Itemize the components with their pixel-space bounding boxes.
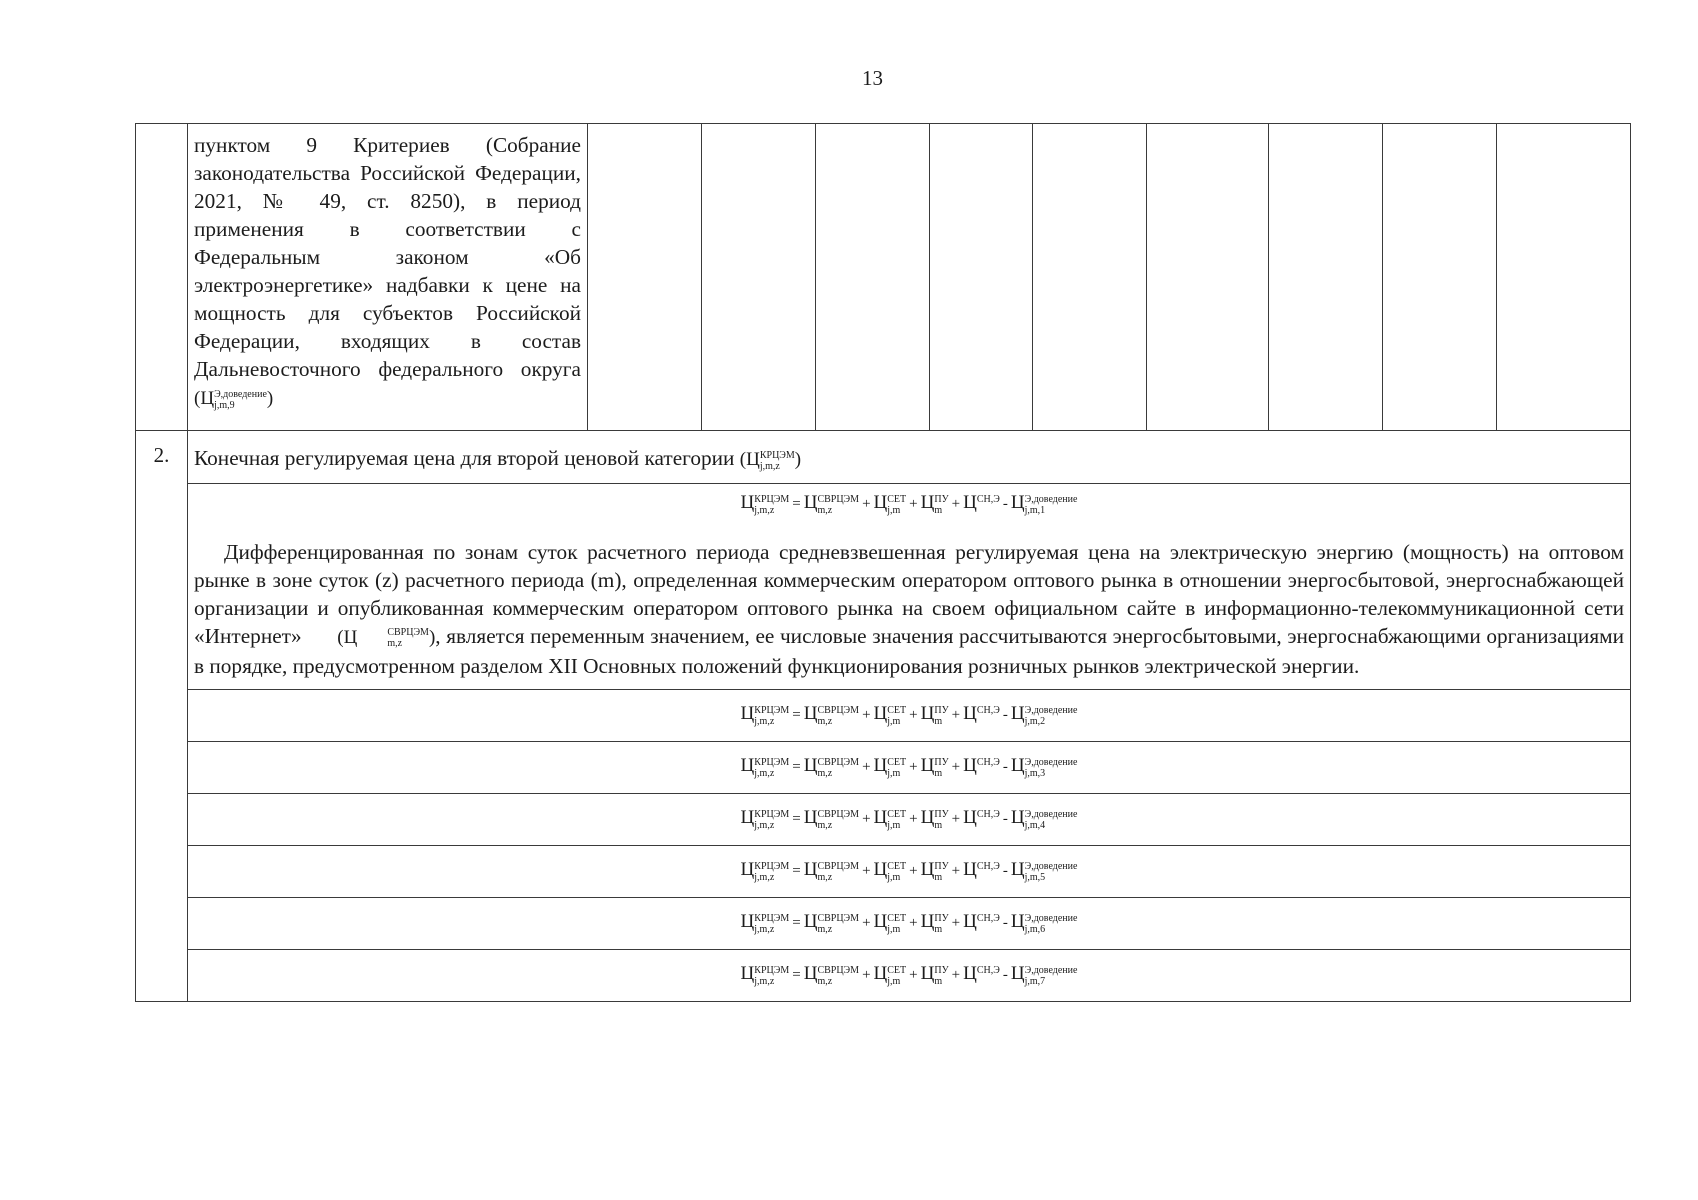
formula-term: Ц СЕТ j,m — [873, 911, 907, 935]
formula-term: Ц СН,Э — [963, 963, 1000, 985]
formula-operator: + — [909, 496, 918, 512]
formula-term: Ц СН,Э — [963, 859, 1000, 881]
formula-term: Ц ПУ m — [920, 703, 949, 727]
formula-operator: - — [1002, 967, 1008, 984]
formula-term: Ц ПУ m — [920, 911, 949, 935]
formula-term: Ц СН,Э — [963, 807, 1000, 829]
formula-5 — [188, 845, 1631, 897]
formula-term: Ц КРЦЭМ j,m,z — [740, 963, 790, 987]
formula-term: Ц СЕТ j,m — [873, 755, 907, 779]
value-cell — [1033, 124, 1147, 431]
value-cell — [1497, 124, 1631, 431]
table-row-formula-3 — [136, 741, 1631, 793]
formula-operator: = — [792, 759, 801, 776]
category-symbol: (Ц КРЦЭМ j,m,z ) — [739, 449, 802, 472]
formula-operator: + — [862, 759, 871, 776]
formula-operator: + — [951, 811, 961, 828]
formula-operator: = — [792, 863, 801, 880]
formula-term: Ц Э,доведение j,m,1 — [1010, 492, 1078, 516]
table-row-formula-1 — [136, 484, 1631, 690]
formula-operator: + — [951, 707, 961, 724]
formula-term: Ц КРЦЭМ j,m,z — [740, 755, 790, 779]
formula-term: Ц СН,Э — [963, 911, 1000, 933]
formula-term: Ц СН,Э — [963, 492, 1000, 513]
formula-operator: = — [792, 915, 801, 932]
value-cell — [588, 124, 702, 431]
formula-operator: = — [792, 967, 801, 984]
table-row-category-2 — [136, 431, 1631, 484]
formula-term: Ц СВРЦЭМ m,z — [803, 755, 860, 779]
formula-term: Ц СЕТ j,m — [873, 963, 907, 987]
formula-term: Ц ПУ m — [920, 859, 949, 883]
row-number: 2. — [136, 431, 188, 1002]
price-table — [135, 123, 1630, 1002]
formula-term: Ц СН,Э — [963, 703, 1000, 725]
criteria-text-cell — [188, 124, 588, 431]
description-paragraph: Дифференцированная по зонам суток расчетного периода средневзвешенная регулируемая цена на электрическую энергию (мощность) на оптовом рынке в зоне суток (z) расчетного периода (m), определенная коммерческим оператором оптового рынка в отношении энергосбытовой, энергоснабжающей организации и опубликованная коммерческим оператором оптового рынка на своем официальном сайте в информационно-телекоммуникационной сети «Интернет» (Ц СВРЦЭМ m,z ), является переменным значением, ее числовые значения рассчитываются энергосбытовыми, энергоснабжающими организациями в порядке, предусмотренном разделом XII Основных положений функционирования розничных рынков электрической энергии. — [194, 539, 1624, 678]
formula-operator: + — [862, 915, 871, 932]
formula-operator: + — [909, 863, 918, 880]
formula-operator: - — [1002, 707, 1008, 724]
formula-operator: = — [792, 707, 801, 724]
table-row-formula-5 — [136, 845, 1631, 897]
formula-term: Ц ПУ m — [920, 963, 949, 987]
formula-term: Ц СВРЦЭМ m,z — [803, 859, 860, 883]
formula-term: Ц СВРЦЭМ m,z — [803, 703, 860, 727]
formula-term: Ц Э,доведение j,m,4 — [1010, 807, 1078, 831]
formula-operator: + — [909, 759, 918, 776]
formula-term: Ц СВРЦЭМ m,z — [803, 963, 860, 987]
formula-term: Ц КРЦЭМ j,m,z — [740, 703, 790, 727]
formula-term: Ц КРЦЭМ j,m,z — [740, 859, 790, 883]
formula-term: Ц СЕТ j,m — [873, 703, 907, 727]
criteria-text: пунктом 9 Критериев (Собрание законодательства Российской Федерации, 2021, № 49, ст. 8250), в период применения в соответствии с Федеральным законом «Об электроэнергетике» надбавки к цене на мощность для субъектов Российской Федерации, входящих в состав Дальневосточного федерального округа — [194, 133, 581, 381]
formula-term: Ц Э,доведение j,m,2 — [1010, 703, 1078, 727]
page-number: 13 — [862, 66, 883, 90]
formula-2 — [188, 689, 1631, 741]
table-row-formula-2 — [136, 689, 1631, 741]
formula-7 — [188, 949, 1631, 1001]
value-cell — [702, 124, 816, 431]
formula-operator: - — [1002, 811, 1008, 828]
formula-term: Ц СВРЦЭМ m,z — [803, 807, 860, 831]
value-cell — [816, 124, 930, 431]
formula-term: Ц Э,доведение j,m,3 — [1010, 755, 1078, 779]
formula-term: Ц СЕТ j,m — [873, 492, 907, 516]
formula-operator: + — [862, 967, 871, 984]
formula-term: Ц ПУ m — [920, 755, 949, 779]
formula-operator: + — [951, 863, 961, 880]
row1-symbol: (Ц Э,доведение j,m,9 ) — [194, 388, 274, 411]
formula-term: Ц СЕТ j,m — [873, 807, 907, 831]
formula-operator: + — [951, 967, 961, 984]
table-row-continuation — [136, 124, 1631, 431]
formula-operator: = — [792, 811, 801, 828]
category-title-cell — [188, 431, 1631, 484]
formula-operator: - — [1002, 759, 1008, 776]
value-cell — [1383, 124, 1497, 431]
formula-3 — [188, 741, 1631, 793]
formula-term: Ц КРЦЭМ j,m,z — [740, 807, 790, 831]
value-cell — [1147, 124, 1269, 431]
formula-operator: + — [862, 496, 871, 512]
formula-operator: + — [951, 759, 961, 776]
value-cell — [1269, 124, 1383, 431]
formula-operator: = — [792, 496, 801, 512]
formula-description-cell — [188, 484, 1631, 690]
formula-term: Ц Э,доведение j,m,6 — [1010, 911, 1078, 935]
formula-4 — [188, 793, 1631, 845]
category-title: Конечная регулируемая цена для второй ценовой категории — [194, 446, 735, 470]
table-row-formula-4 — [136, 793, 1631, 845]
formula-operator: + — [862, 863, 871, 880]
formula-term: Ц КРЦЭМ j,m,z — [740, 911, 790, 935]
description-symbol: (Ц СВРЦЭМ m,z ) — [337, 626, 436, 650]
formula-6 — [188, 897, 1631, 949]
formula-term: Ц СН,Э — [963, 755, 1000, 777]
formula-term: Ц ПУ m — [920, 492, 949, 516]
table-row-formula-7 — [136, 949, 1631, 1001]
formula-operator: + — [862, 707, 871, 724]
formula-1 — [188, 484, 1630, 516]
formula-operator: + — [862, 811, 871, 828]
formula-operator: - — [1002, 915, 1008, 932]
formula-operator: + — [909, 707, 918, 724]
formula-operator: - — [1002, 496, 1008, 512]
formula-operator: - — [1002, 863, 1008, 880]
formula-term: Ц Э,доведение j,m,7 — [1010, 963, 1078, 987]
formula-term: Ц СВРЦЭМ m,z — [803, 492, 860, 516]
formula-operator: + — [909, 967, 918, 984]
formula-operator: + — [909, 915, 918, 932]
table-row-formula-6 — [136, 897, 1631, 949]
formula-operator: + — [909, 811, 918, 828]
formula-term: Ц КРЦЭМ j,m,z — [740, 492, 790, 516]
formula-term: Ц ПУ m — [920, 807, 949, 831]
formula-operator: + — [951, 496, 961, 512]
formula-term: Ц СЕТ j,m — [873, 859, 907, 883]
formula-term: Ц СВРЦЭМ m,z — [803, 911, 860, 935]
number-cell-empty — [136, 124, 188, 431]
value-cell — [930, 124, 1033, 431]
formula-operator: + — [951, 915, 961, 932]
formula-term: Ц Э,доведение j,m,5 — [1010, 859, 1078, 883]
